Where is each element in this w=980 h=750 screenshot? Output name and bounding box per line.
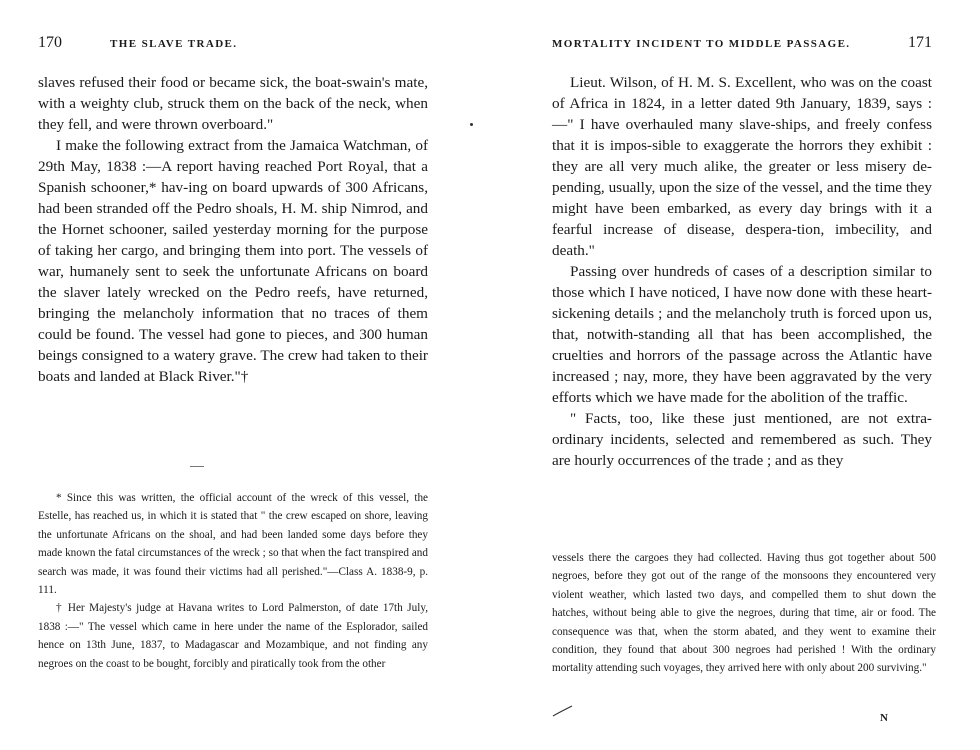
left-running-head: THE SLAVE TRADE. bbox=[110, 38, 238, 50]
signature-mark: N bbox=[880, 712, 888, 724]
right-page-number: 171 bbox=[908, 34, 932, 51]
right-footnote-continuation bbox=[552, 549, 936, 678]
right-page bbox=[490, 0, 980, 750]
right-paragraph: Passing over hundreds of cases of a description similar to those which I have noticed, I have now done with these heart-sickening details ; and the melancholy truth is forced upon us, that, notwith-standing all that has been accomplished, the cruelties and horrors of the passage across the Atlantic have increased ; nay, more, they have been aggravated by the very efforts which we have made for the abolition of the traffic. bbox=[552, 263, 932, 406]
right-paragraph: " Facts, too, like these just mentioned, are not extra-ordinary incidents, selected and remembered as such. They are hourly occurrences of the trade ; and as they bbox=[552, 410, 932, 469]
footnote-star: * Since this was written, the official account of the wreck of this vessel, the Estelle, has reached us, in which it is stated that " the crew escaped on shore, leaving the unfortunate Africans on the shoal, and had been landed some days before they made known the fatal circumstances of the wreck ; so that when the fact transpired and search was made, it was found their victims had all perished."—Class A. 1838-9, p. 111. bbox=[38, 492, 428, 597]
right-body-text bbox=[552, 72, 932, 471]
left-body-text bbox=[38, 72, 428, 387]
right-running-header bbox=[552, 34, 932, 56]
left-page-number: 170 bbox=[38, 34, 62, 51]
footnote-continuation: vessels there the cargoes they had collected. Having thus got together about 500 negroes, before they got out of the range of the monsoons they encountered very violent weather, which lasted two days, and compelled them to shut down the hatches, without being able to give the negroes, during that time, air or food. The consequence was that, when the storm abated, and they went to examine their condition, they found that about 300 negroes had perished ! With the ordinary mortality attending such voyages, they arrived here with only about 200 surviving." bbox=[552, 552, 936, 675]
pencil-mark-icon bbox=[552, 704, 574, 718]
right-running-head: MORTALITY INCIDENT TO MIDDLE PASSAGE. bbox=[552, 38, 851, 50]
left-paragraph: I make the following extract from the Jamaica Watchman, of 29th May, 1838 :—A report having reached Port Royal, that a Spanish schooner,* hav-ing on board upwards of 300 Africans, had been stranded off the Pedro shoals, H. M. ship Nimrod, and the Hornet schooner, sailed yesterday morning for the purpose of taking her cargo, and bringing them into port. The vessels of war, humanely sent to seek the unfortunate Africans on board the slaver lately wrecked on the Pedro reefs, have returned, bringing the melancholy information that no traces of them could be found. The vessel had gone to pieces, and 300 human beings consigned to a watery grave. The crew had taken to their boats and landed at Black River."† bbox=[38, 137, 428, 385]
left-footnotes bbox=[38, 489, 428, 673]
stray-ink-dot bbox=[470, 123, 473, 126]
left-paragraph: slaves refused their food or became sick, the boat-swain's mate, with a weighty club, struck them on the back of the neck, when they fell, and were thrown overboard." bbox=[38, 74, 428, 133]
footnote-dagger: † Her Majesty's judge at Havana writes to Lord Palmerston, of date 17th July, 1838 :—" The vessel which came in here under the name of the Esplorador, sailed hence on 13th June, 1837, to Madagascar and Mozambique, and not finding any negroes on the coast to be bought, forcibly and piratically took from the other bbox=[38, 602, 428, 670]
footnote-rule bbox=[190, 466, 204, 467]
left-running-header bbox=[38, 34, 428, 56]
right-paragraph: Lieut. Wilson, of H. M. S. Excellent, who was on the coast of Africa in 1824, in a letter dated 9th January, 1839, says :—" I have overhauled many slave-ships, and freely confess that it is impos-sible to exaggerate the horrors they exhibit : they are all very much alike, the greater or less misery de-pending, usually, upon the size of the vessel, and the time they might have been embarked, as every day brings with it a fearful increase of disease, despera-tion, imbecility, and death." bbox=[552, 74, 932, 259]
